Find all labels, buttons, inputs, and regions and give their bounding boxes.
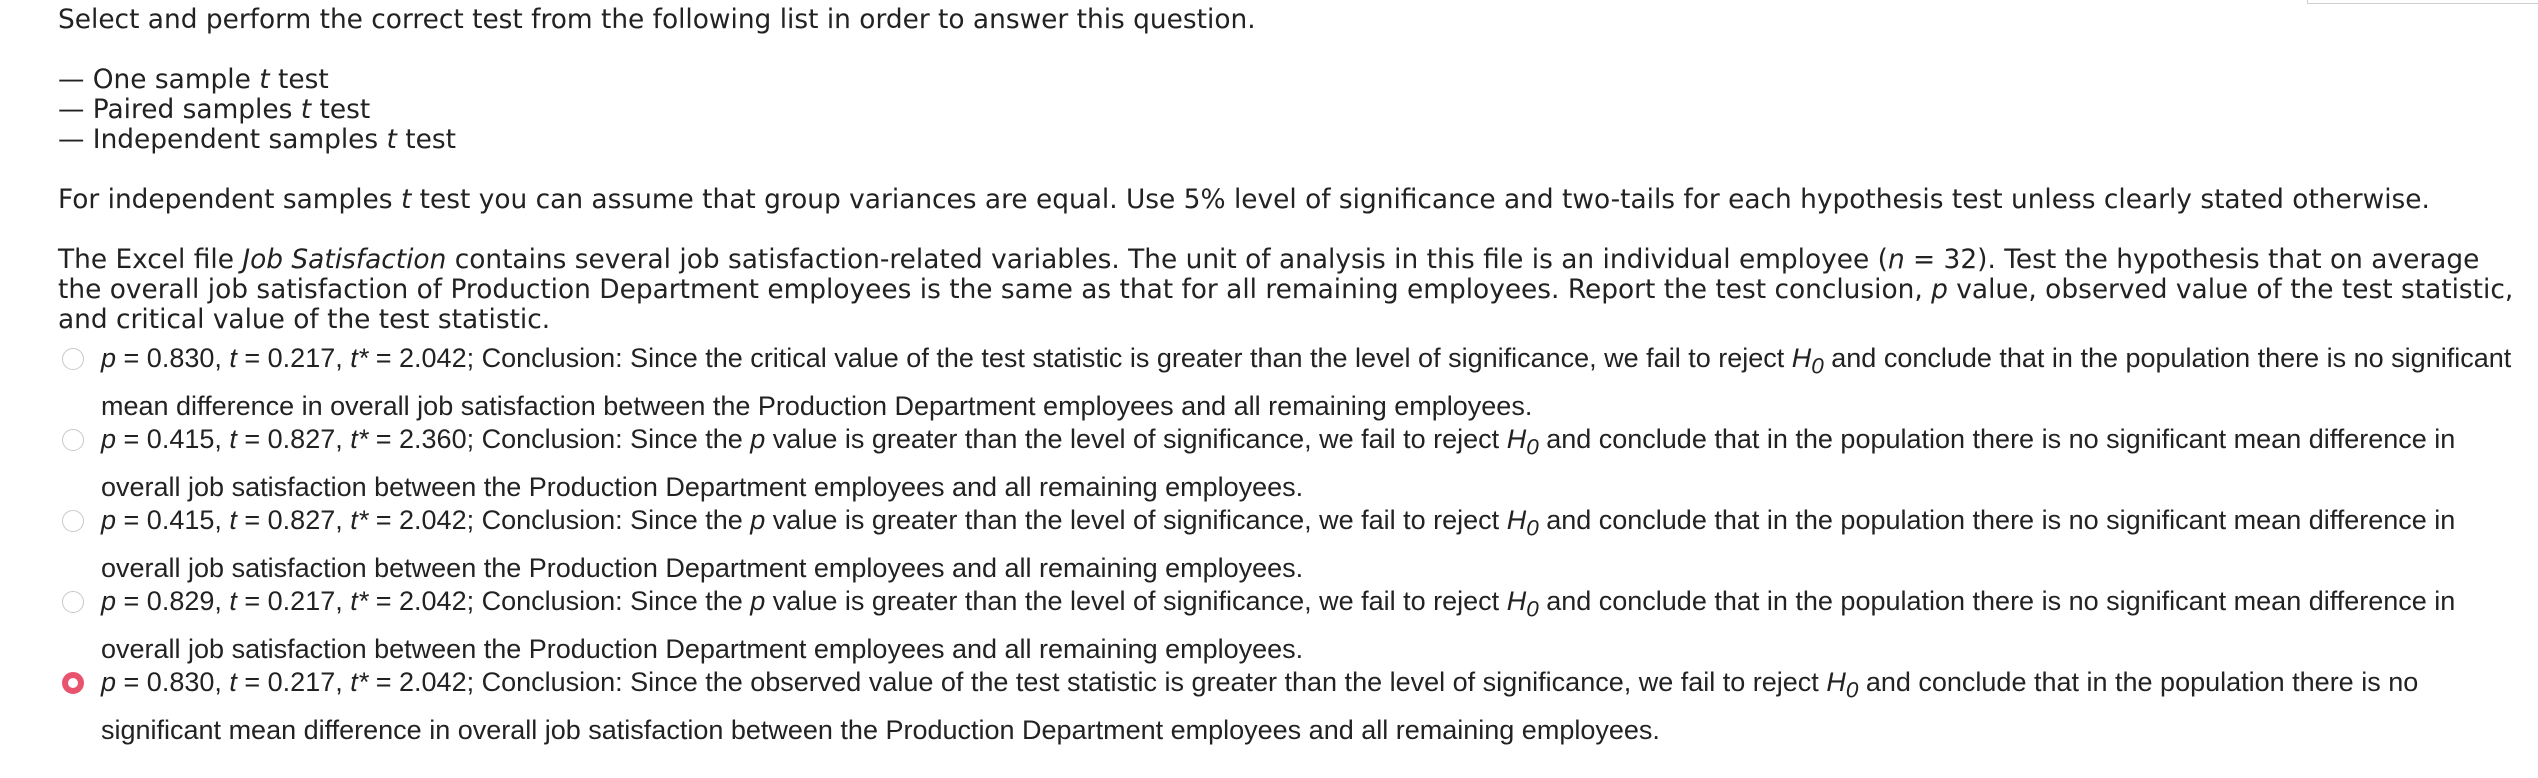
answer-options xyxy=(62,338,2522,746)
radio-button[interactable] xyxy=(62,429,84,451)
answer-option-1[interactable] xyxy=(62,338,2522,422)
radio-button[interactable] xyxy=(62,510,84,532)
test-list-item: — Paired samples t test xyxy=(58,94,371,125)
option-label: p = 0.830, t = 0.217, t* = 2.042; Conclusion: Since the observed value of the test statistic is greater than the level of significance, we fail to reject $H_0$ and conclude that in the population there is no significant mean difference in overall job satisfaction between the Production Department employees and all remaining employees. xyxy=(101,667,2419,746)
test-list xyxy=(58,65,2518,155)
radio-button-selected[interactable] xyxy=(62,672,84,694)
top-right-frame xyxy=(2307,0,2538,4)
scenario-text: The Excel file Job Satisfaction contains several job satisfaction-related variables. The unit of analysis in this file is an individual employee (n = 32). Test the hypothesis that on average the overall job satisfaction of Production Department employees is the same as that for all remaining employees. Report the test conclusion, p value, observed value of the test statistic, and critical value of the test statistic. xyxy=(58,244,2514,335)
instruction-text: Select and perform the correct test from the following list in order to answer this question. xyxy=(58,4,1256,35)
option-label: p = 0.415, t = 0.827, t* = 2.042; Conclusion: Since the p value is greater than the level of significance, we fail to reject $H_0$ and conclude that in the population there is no significant mean difference in overall job satisfaction between the Production Department employees and all remaining employees. xyxy=(101,505,2456,584)
option-label: p = 0.830, t = 0.217, t* = 2.042; Conclusion: Since the critical value of the test statistic is greater than the level of significance, we fail to reject $H_0$ and conclude that in the population there is no significant mean difference in overall job satisfaction between the Production Department employees and all remaining employees. xyxy=(101,343,2512,422)
answer-option-4[interactable] xyxy=(62,581,2522,665)
option-label: p = 0.415, t = 0.827, t* = 2.360; Conclusion: Since the p value is greater than the level of significance, we fail to reject $H_0$ and conclude that in the population there is no significant mean difference in overall job satisfaction between the Production Department employees and all remaining employees. xyxy=(101,424,2456,503)
radio-button[interactable] xyxy=(62,591,84,613)
answer-option-3[interactable] xyxy=(62,500,2522,584)
answer-option-5[interactable] xyxy=(62,662,2522,746)
test-list-item: — One sample t test xyxy=(58,64,329,95)
test-list-item: — Independent samples t test xyxy=(58,124,456,155)
option-label: p = 0.829, t = 0.217, t* = 2.042; Conclusion: Since the p value is greater than the level of significance, we fail to reject $H_0$ and conclude that in the population there is no significant mean difference in overall job satisfaction between the Production Department employees and all remaining employees. xyxy=(101,586,2456,665)
assumption-text: For independent samples t test you can assume that group variances are equal. Use 5% level of significance and two-tails for each hypothesis test unless clearly stated otherwise. xyxy=(58,184,2430,215)
radio-button[interactable] xyxy=(62,348,84,370)
answer-option-2[interactable] xyxy=(62,419,2522,503)
question-block xyxy=(58,5,2518,335)
